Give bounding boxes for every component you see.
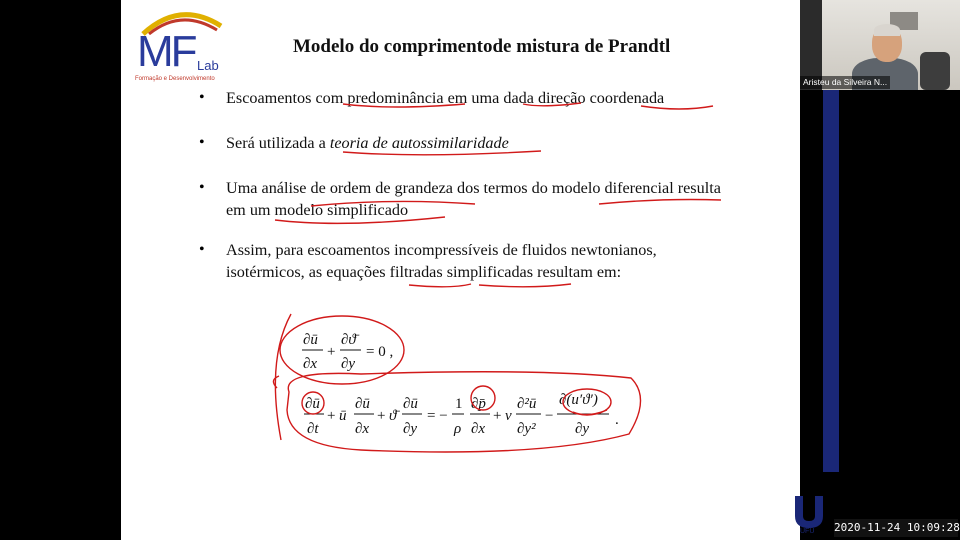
slide-title: Modelo do comprimentode mistura de Prandtl — [293, 36, 671, 57]
svg-text:∂x: ∂x — [471, 421, 486, 437]
svg-text:+: + — [327, 408, 336, 424]
continuity-rhs: = 0 , — [366, 344, 394, 360]
svg-text:ν: ν — [505, 408, 512, 424]
svg-text:∂x: ∂x — [303, 356, 318, 372]
participant-name-label: Aristeu da Silveira N... — [800, 76, 890, 89]
video-chair — [920, 52, 950, 90]
svg-text:−: − — [545, 408, 554, 424]
svg-text:∂y²: ∂y² — [517, 421, 536, 437]
logo-brand: MF — [137, 27, 195, 76]
svg-text:∂ū: ∂ū — [305, 396, 320, 412]
presentation-slide — [121, 0, 800, 540]
svg-text:∂y: ∂y — [341, 356, 356, 372]
svg-text:ρ: ρ — [454, 421, 462, 437]
svg-text:∂y: ∂y — [403, 421, 418, 437]
svg-text:∂t: ∂t — [307, 421, 319, 437]
svg-text:ū: ū — [339, 408, 347, 424]
recording-timestamp: 2020-11-24 10:09:28 — [834, 519, 958, 537]
svg-text:∂p̄: ∂p̄ — [471, 396, 486, 412]
bullet-4-line2: isotérmicos, as equações filtradas simplificadas resultam em: — [226, 263, 622, 281]
logo-lab: Lab — [197, 58, 219, 73]
svg-text:.: . — [615, 412, 619, 428]
bullet-2-emphasis: teoria de autossimilaridade — [329, 134, 509, 152]
bullet-marker: • — [199, 179, 205, 196]
bullet-2-prefix: Será utilizada a — [226, 134, 330, 152]
bullet-2 — [226, 134, 509, 153]
logo-tagline: Formação e Desenvolvimento — [135, 76, 215, 82]
svg-text:1: 1 — [455, 396, 463, 412]
svg-text:+: + — [493, 408, 502, 424]
bullet-3-line2: em um modelo simplificado — [226, 201, 409, 219]
ufu-label: UFU — [800, 528, 815, 535]
bullet-marker: • — [199, 241, 205, 258]
momentum-mid: = − — [427, 408, 448, 424]
svg-text:∂(u′ϑ′): ∂(u′ϑ′) — [559, 392, 598, 408]
svg-text:+: + — [327, 344, 336, 360]
slide-accent-bar — [823, 90, 839, 472]
mflab-logo — [135, 6, 225, 86]
svg-text:∂ū: ∂ū — [355, 396, 370, 412]
bullet-3-line1: Uma análise de ordem de grandeza dos termos do modelo diferencial resulta — [226, 179, 721, 197]
video-person-hair — [874, 24, 900, 36]
svg-text:ϑ̄: ϑ̄ — [389, 408, 397, 424]
svg-text:∂ū: ∂ū — [403, 396, 418, 412]
svg-text:∂ϑ̄: ∂ϑ̄ — [341, 332, 356, 348]
bullet-marker: • — [199, 89, 205, 106]
participant-video[interactable] — [800, 0, 960, 90]
svg-text:+: + — [377, 408, 386, 424]
svg-text:∂x: ∂x — [355, 421, 370, 437]
svg-text:∂ū: ∂ū — [303, 332, 318, 348]
bullet-1: Escoamentos com predominância em uma dada direção coordenada — [226, 89, 665, 107]
svg-text:∂y: ∂y — [575, 421, 590, 437]
bullet-marker: • — [199, 134, 205, 151]
svg-text:∂²ū: ∂²ū — [517, 396, 537, 412]
bullet-4-line1: Assim, para escoamentos incompressíveis de fluidos newtonianos, — [226, 241, 657, 259]
